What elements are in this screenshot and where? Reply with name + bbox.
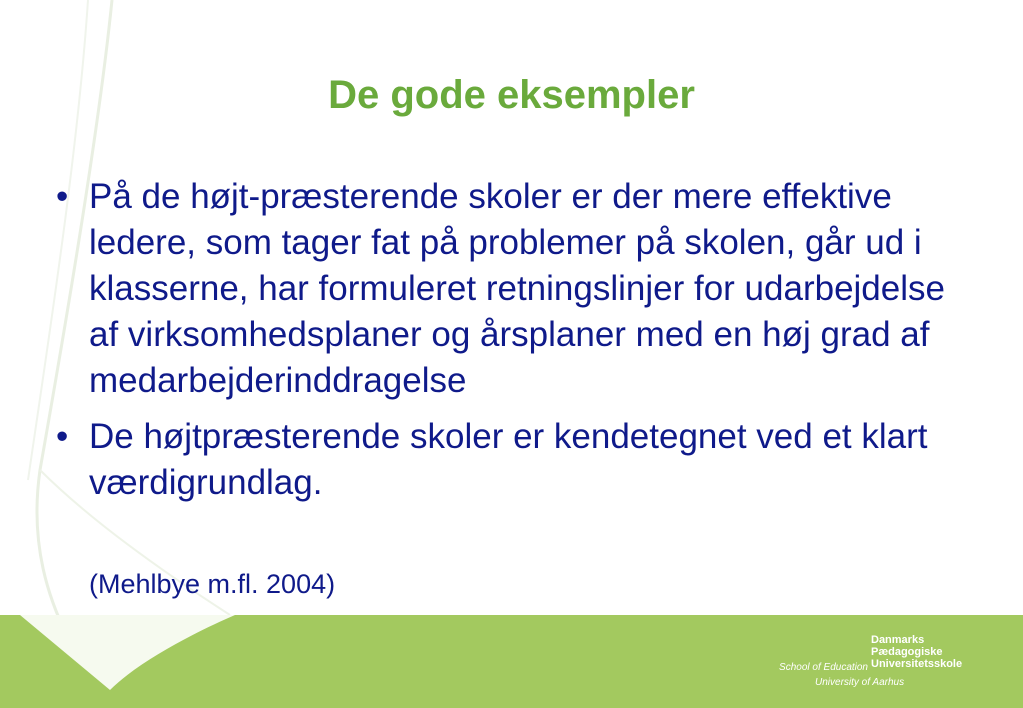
bullet-marker: • [56, 177, 69, 216]
bullet-marker: • [56, 417, 69, 456]
bullet-text: De højtpræsterende skoler er kendetegnet ved et klart værdigrundlag. [89, 417, 928, 502]
logo-school-text: School of Education [779, 662, 868, 673]
logo-name-line: Universitetsskole [871, 658, 963, 670]
institution-logo [778, 632, 978, 692]
logo-name-line: Danmarks [871, 634, 925, 646]
bullet-list [50, 174, 980, 516]
bullet-item [50, 414, 980, 506]
slide-title: De gode eksempler [328, 73, 695, 117]
logo-university-text: University of Aarhus [815, 677, 905, 688]
logo-name-line: Pædagogiske [871, 646, 943, 658]
bullet-item [50, 174, 980, 404]
citation: (Mehlbye m.fl. 2004) [89, 569, 336, 599]
logo-institution-name [871, 634, 962, 670]
bullet-text: På de højt-præsterende skoler er der mere effektive ledere, som tager fat på problemer på skolen, går ud i klasserne, har formuleret retningslinjer for udarbejdelse af virksomhedsplaner og årsplaner med en høj grad af medarbejderinddragelse [89, 177, 945, 400]
